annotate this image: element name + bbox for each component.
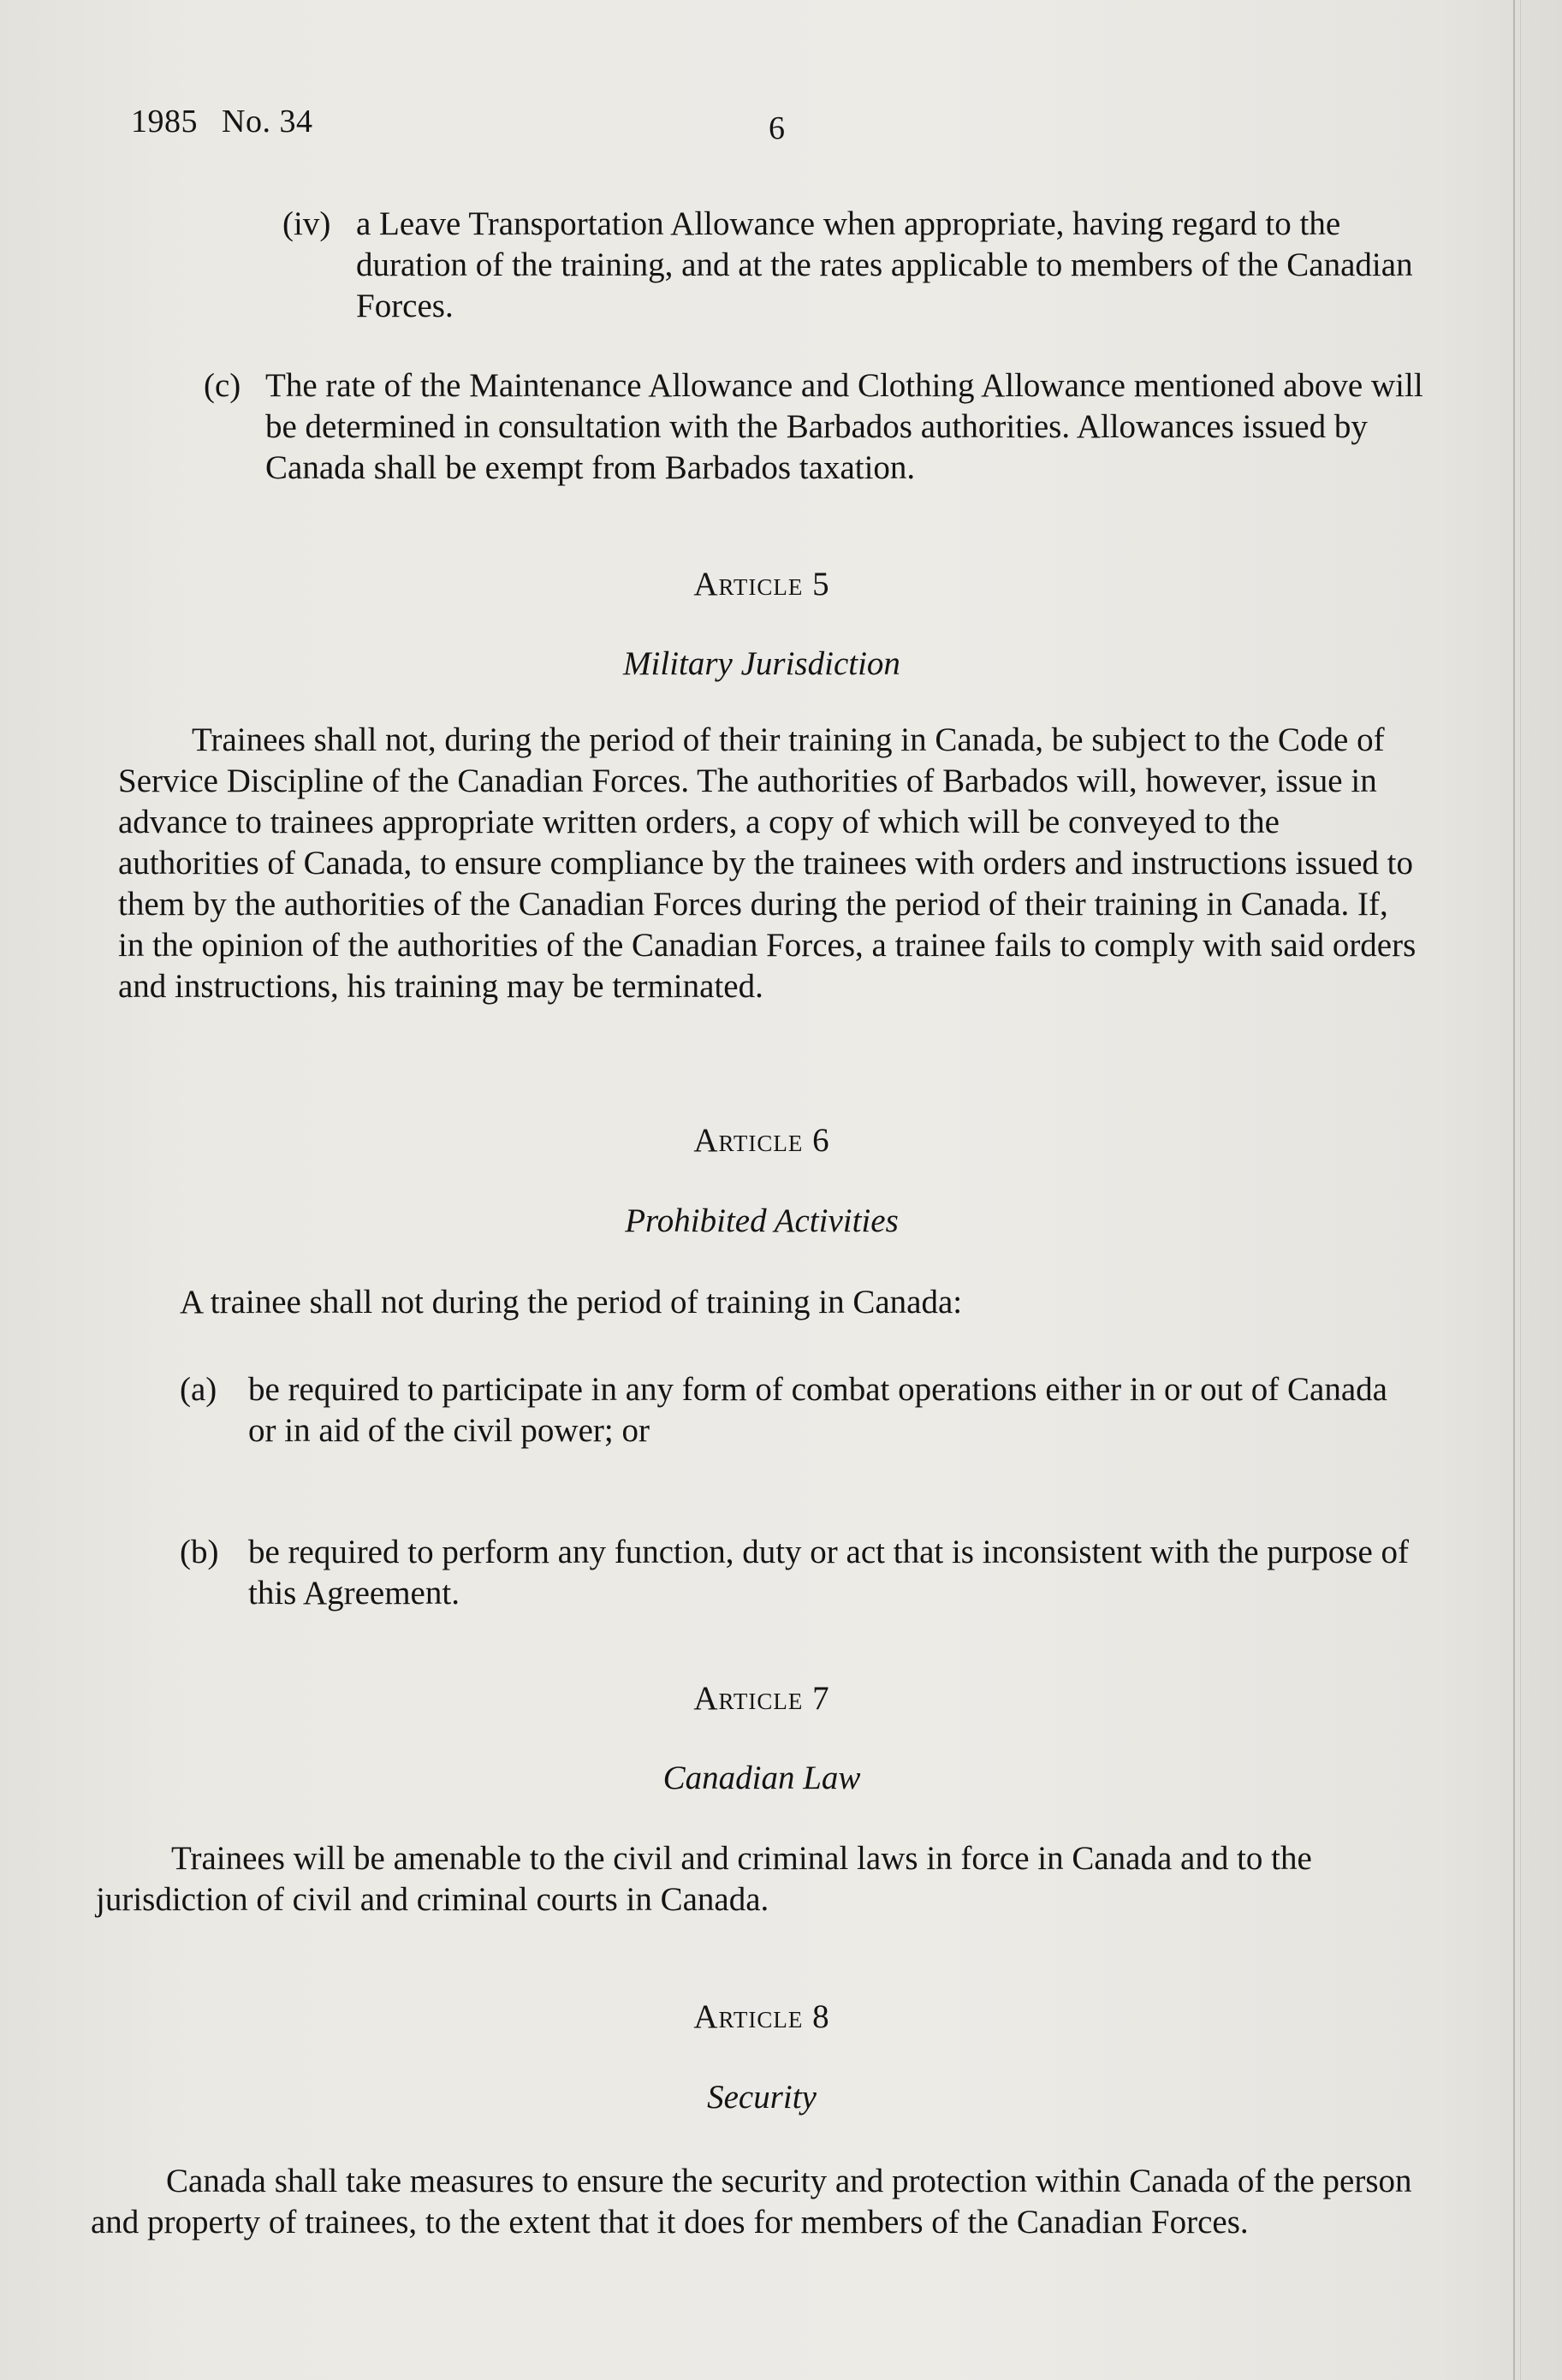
- item-label: (a): [180, 1371, 217, 1408]
- item-text: a Leave Transportation Allowance when appropriate, having regard to the duration of the training, and at the rates applicable to members of the Canadian Forces.: [356, 205, 1413, 324]
- article-body: Trainees shall not, during the period of their training in Canada, be subject to the Code of Service Discipline of the Canadian Forces. The authorities of Barbados will, however, issue in advance to trainees appropriate written orders, a copy of which will be conveyed to the authorities of Canada, to ensure compliance by the trainees with orders and instructions issued to them by the authorities of the Canadian Forces during the period of their training in Canada. If, in the opinion of the authorities of the Canadian Forces, a trainee fails to comply with said orders and instructions, his training may be terminated.: [118, 721, 1416, 1005]
- article-heading: Article 8: [693, 1998, 830, 2035]
- article-title: Security: [707, 2079, 817, 2116]
- page-edge-inner: [1520, 0, 1521, 2380]
- subitem-a: [180, 1369, 1421, 1451]
- item-label: (iv): [282, 205, 331, 242]
- item-label: (c): [204, 367, 241, 404]
- item-text: The rate of the Maintenance Allowance and Clothing Allowance mentioned above will be determined in consultation with the Barbados authorities. Allowances issued by Canada shall be exempt from Barbados taxation.: [265, 367, 1423, 486]
- article-title: Military Jurisdiction: [623, 645, 900, 682]
- article-heading: Article 7: [693, 1680, 830, 1717]
- subitem-c: [204, 365, 1426, 489]
- item-label: (b): [180, 1534, 219, 1570]
- running-header: [131, 103, 328, 140]
- article-intro: A trainee shall not during the period of training in Canada:: [180, 1284, 963, 1321]
- subitem-iv: [282, 204, 1426, 327]
- item-text: be required to perform any function, duty or act that is inconsistent with the purpose of this Agreement.: [248, 1534, 1409, 1611]
- article-heading: Article 5: [693, 566, 830, 602]
- page-number: 6: [769, 110, 785, 146]
- item-text: be required to participate in any form of combat operations either in or out of Canada or in aid of the civil power; or: [248, 1371, 1387, 1449]
- subitem-b: [180, 1532, 1421, 1614]
- article-title: Prohibited Activities: [625, 1202, 899, 1239]
- article-heading: Article 6: [693, 1122, 830, 1159]
- article-title: Canadian Law: [662, 1760, 861, 1796]
- header-number: No. 34: [222, 104, 313, 139]
- article-body: Canada shall take measures to ensure the security and protection within Canada of the person and property of trainees, to the extent that it does for members of the Canadian Forces.: [91, 2163, 1412, 2241]
- page-edge: [1513, 0, 1515, 2380]
- article-body: Trainees will be amenable to the civil and criminal laws in force in Canada and to the jurisdiction of civil and criminal courts in Canada.: [96, 1840, 1312, 1918]
- header-year: 1985: [131, 104, 198, 139]
